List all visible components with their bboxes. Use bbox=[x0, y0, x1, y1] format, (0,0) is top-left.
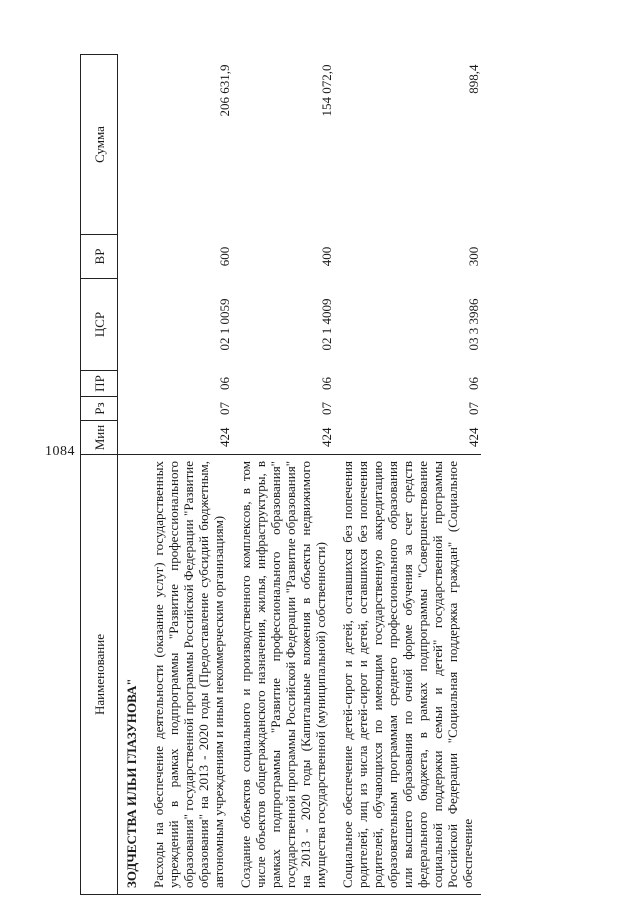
row-vr: 400 bbox=[319, 246, 334, 267]
header-vr: ВР bbox=[81, 235, 118, 279]
row-csr: 02 1 0059 bbox=[217, 298, 232, 351]
row-pr: 06 bbox=[319, 377, 334, 390]
row-sum: 898,4 bbox=[466, 64, 481, 94]
row-sum: 206 631,9 bbox=[217, 64, 232, 117]
row-pr: 06 bbox=[466, 377, 481, 390]
row-name: Социальное обеспечение детей-сирот и детей, оставшихся без попечения родителей, лиц из числа детей-сирот и детей, оставшихся без попечения родителей, обучающихся по имеющим государственную аккредитацию образовательным программам среднего профессионального образования или высшего образования по очной форме обучения за счет средств федерального бюджета, в рамках подпрограммы "Совершенствование социальной поддержки семьи и детей" государственной программы Российской Федерации "Социальная поддержка граждан" (Социальное обеспечение bbox=[334, 455, 481, 895]
header-pr: ПР bbox=[81, 371, 118, 397]
header-sum: Сумма bbox=[81, 55, 118, 235]
header-csr: ЦСР bbox=[81, 279, 118, 371]
budget-table bbox=[80, 54, 481, 895]
row-rz: 07 bbox=[466, 402, 481, 415]
header-rz: Рз bbox=[81, 397, 118, 421]
row-csr: 03 3 3986 bbox=[466, 298, 481, 351]
table-header bbox=[81, 55, 118, 895]
row-rz: 07 bbox=[319, 402, 334, 415]
section-title: ЗОДЧЕСТВА ИЛЬИ ГЛАЗУНОВА" bbox=[118, 455, 146, 895]
row-name: Создание объектов социального и производственного комплексов, в том числе объектов общегражданского назначения, жилья, инфраструктуры, в рамках подпрограммы "Развитие профессионального образования" государственной программы Российской Федерации "Развитие образования" на 2013 - 2020 годы (Капитальные вложения в объекты недвижимого имущества государственной (муниципальной) собственности) bbox=[232, 455, 334, 895]
row-sum: 154 072,0 bbox=[319, 64, 334, 117]
row-csr: 02 1 4009 bbox=[319, 298, 334, 351]
table-row bbox=[334, 55, 481, 895]
row-name: Расходы на обеспечение деятельности (оказание услуг) государственных учреждений в рамках подпрограммы "Развитие профессионального образования" государственной программы Российской Федерации "Развитие образования" на 2013 - 2020 годы (Предоставление субсидий бюджетным, автономным учреждениям и иным некоммерческим организациям) bbox=[145, 455, 232, 895]
row-vr: 300 bbox=[466, 246, 481, 267]
table-row bbox=[145, 55, 232, 895]
row-vr: 600 bbox=[217, 246, 232, 267]
header-min: Мин bbox=[81, 421, 118, 455]
page-number: 1084 bbox=[45, 444, 75, 459]
row-min: 424 bbox=[319, 427, 334, 447]
table-row bbox=[232, 55, 334, 895]
row-min: 424 bbox=[466, 427, 481, 447]
rotated-page-content bbox=[80, 55, 600, 895]
row-rz: 07 bbox=[217, 402, 232, 415]
header-name: Наименование bbox=[81, 455, 118, 895]
row-min: 424 bbox=[217, 427, 232, 447]
row-pr: 06 bbox=[217, 377, 232, 390]
